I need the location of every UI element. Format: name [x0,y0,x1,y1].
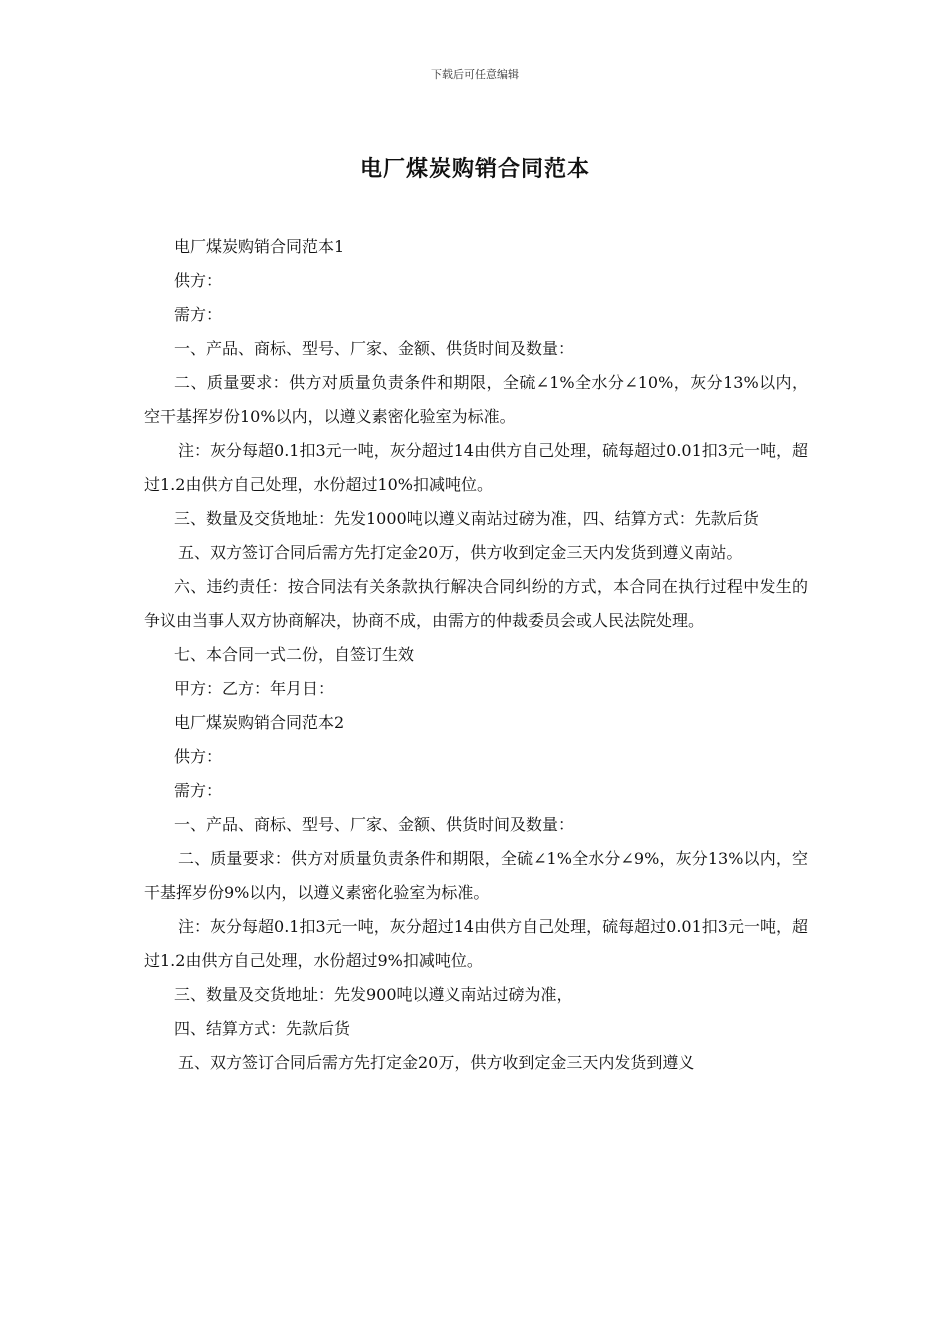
header-note: 下载后可任意编辑 [431,68,519,81]
paragraph-product-info-1: 一、产品、商标、型号、厂家、金额、供货时间及数量： [174,339,575,358]
paragraph-deposit-1: 五、双方签订合同后需方先打定金20万，供方收到定金三天内发货到遵义南站。 [178,543,743,562]
paragraph-note-2: 注：灰分每超0.1扣3元一吨，灰分超过14由供方自己处理，硫每超过0.01扣3元一吨，超过1.2由供方自己处理，水份超过9%扣减吨位。 [144,917,808,970]
paragraph-product-info-2: 一、产品、商标、型号、厂家、金额、供货时间及数量： [174,815,575,834]
paragraph-signatures-1: 甲方：乙方：年月日： [174,679,335,698]
paragraph-quality-1: 二、质量要求：供方对质量负责条件和期限，全硫∠1%全水分∠10%，灰分13%以内，空干基挥岁份10%以内，以遵义素密化验室为标准。 [144,373,808,426]
paragraph-buyer-2: 需方： [174,781,223,800]
paragraph-quantity-1: 三、数量及交货地址：先发1000吨以遵义南站过磅为准，四、结算方式：先款后货 [174,509,759,528]
paragraph-quality-2: 二、质量要求：供方对质量负责条件和期限，全硫∠1%全水分∠9%，灰分13%以内，空干基挥岁份9%以内，以遵义素密化验室为标准。 [144,849,808,902]
document-title: 电厂煤炭购销合同范本 [359,157,590,182]
paragraph-supplier-1: 供方： [174,271,223,290]
paragraph-settlement-2: 四、结算方式：先款后货 [174,1019,351,1038]
paragraph-template-1-heading: 电厂煤炭购销合同范本1 [174,237,345,256]
paragraph-quantity-2: 三、数量及交货地址：先发900吨以遵义南站过磅为准， [174,985,573,1004]
paragraph-supplier-2: 供方： [174,747,223,766]
paragraph-liability-1: 六、违约责任：按合同法有关条款执行解决合同纠纷的方式，本合同在执行过程中发生的争议由当事人双方协商解决，协商不成，由需方的仲裁委员会或人民法院处理。 [144,577,808,630]
paragraph-template-2-heading: 电厂煤炭购销合同范本2 [174,713,345,732]
paragraph-copies-1: 七、本合同一式二份，自签订生效 [174,645,415,664]
document-body [144,230,808,1080]
paragraph-buyer-1: 需方： [174,305,223,324]
paragraph-deposit-2: 五、双方签订合同后需方先打定金20万，供方收到定金三天内发货到遵义 [178,1053,695,1072]
paragraph-note-1: 注：灰分每超0.1扣3元一吨，灰分超过14由供方自己处理，硫每超过0.01扣3元一吨，超过1.2由供方自己处理，水份超过10%扣减吨位。 [144,441,808,494]
